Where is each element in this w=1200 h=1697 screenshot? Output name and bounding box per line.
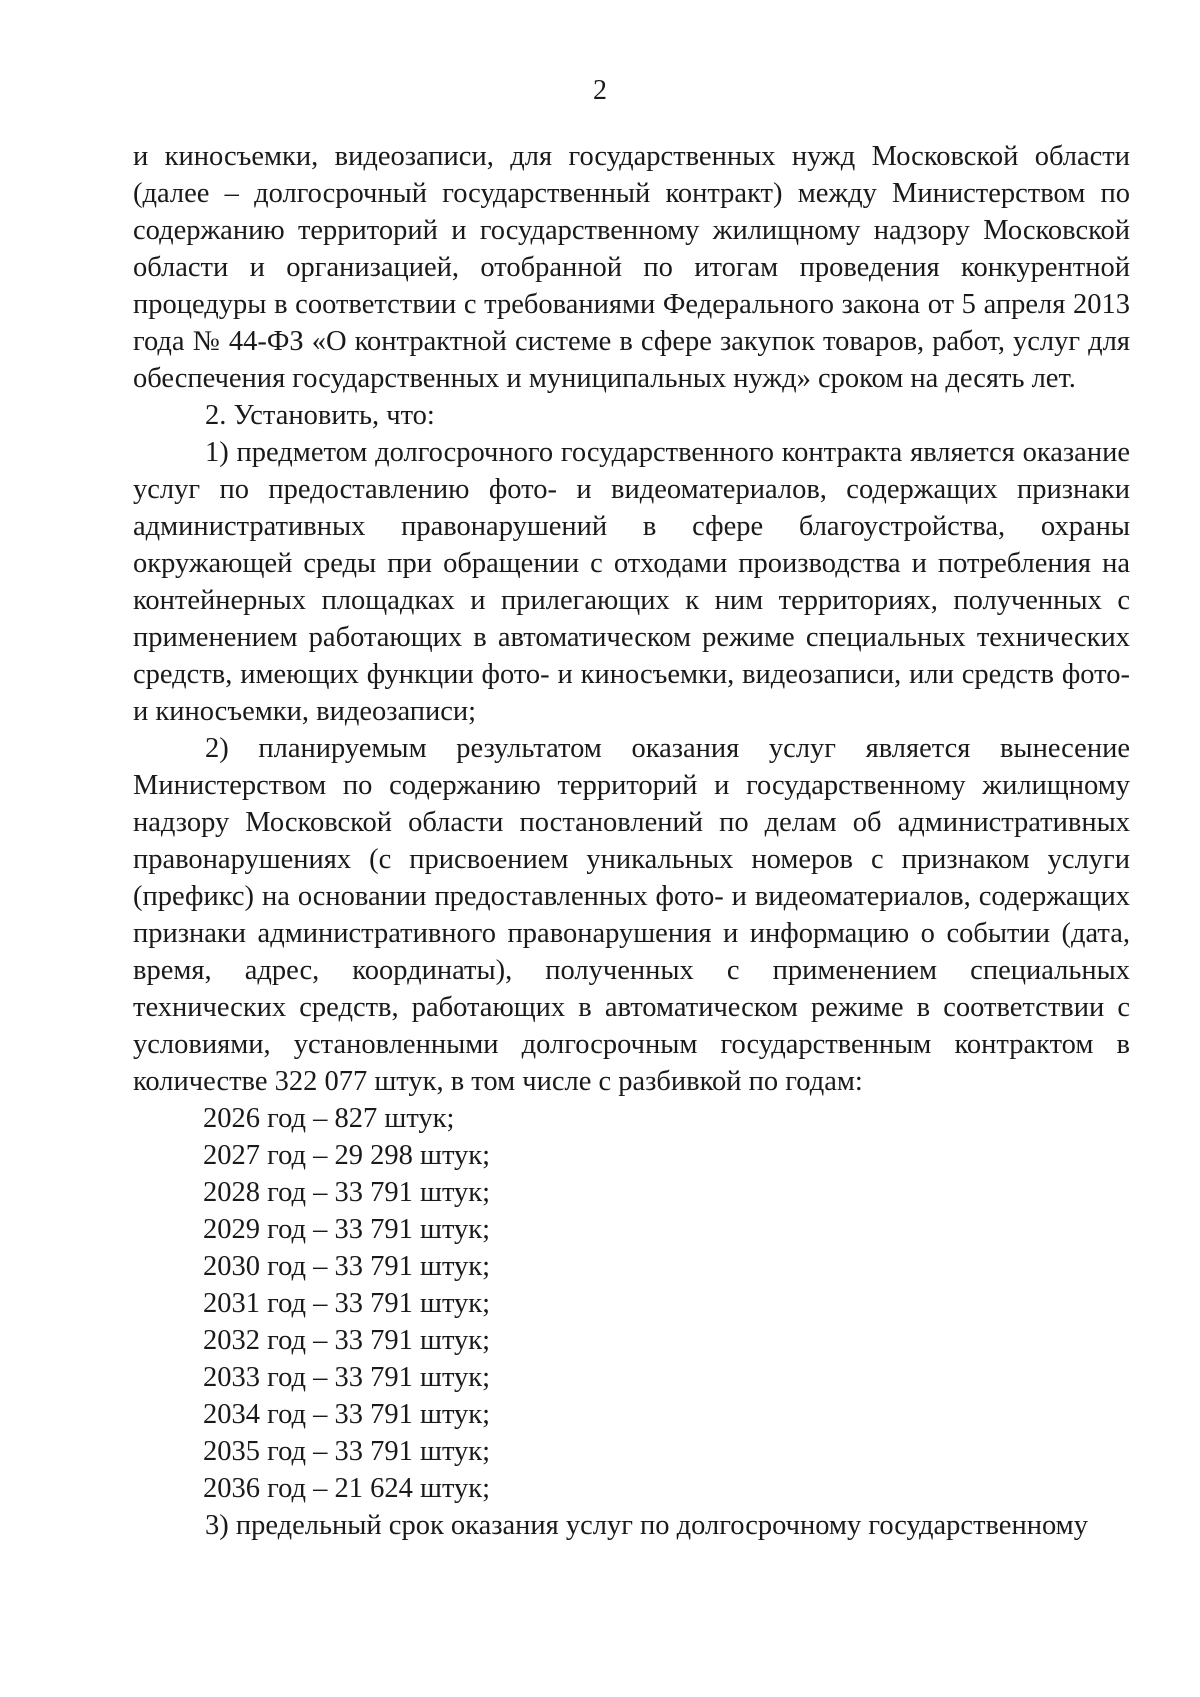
list-item-year: 2034 год – 33 791 штук; xyxy=(203,1399,491,1430)
list-item-year: 2030 год – 33 791 штук; xyxy=(203,1251,491,1282)
page-number: 2 xyxy=(593,75,607,106)
paragraph-subitem-3: 3) предельный срок оказания услуг по долгосрочному государственному xyxy=(205,1510,1088,1541)
list-item-year: 2032 год – 33 791 штук; xyxy=(203,1325,491,1356)
paragraph-item-2: 2. Установить, что: xyxy=(205,400,435,431)
list-item-year: 2031 год – 33 791 штук; xyxy=(203,1288,491,1319)
list-item-year: 2036 год – 21 624 штук; xyxy=(203,1473,491,1504)
list-item-year: 2028 год – 33 791 штук; xyxy=(203,1177,491,1208)
years-list xyxy=(133,1100,1130,1507)
paragraph-subitem-2: 2) планируемым результатом оказания услуг является вынесение Министерством по содержанию территорий и государственному жилищному надзору Московской области постановлений по делам об административных правонарушениях (с присвоением уникальных номеров с признаком услуги (префикс) на основании предоставленных фото- и видеоматериалов, содержащих признаки административного правонарушения и информацию о событии (дата, время, адрес, координаты), полученных с применением специальных технических средств, работающих в автоматическом режиме в соответствии с условиями, установленными долгосрочным государственным контрактом в количестве 322 077 штук, в том числе с разбивкой по годам: xyxy=(133,733,1130,1097)
list-item-year: 2027 год – 29 298 штук; xyxy=(203,1140,491,1171)
list-item-year: 2035 год – 33 791 штук; xyxy=(203,1436,491,1467)
paragraph-intro: и киносъемки, видеозаписи, для государственных нужд Московской области (далее – долгосрочный государственный контракт) между Министерством по содержанию территорий и государственному жилищному надзору Московской области и организацией, отобранной по итогам проведения конкурентной процедуры в соответствии с требованиями Федерального закона от 5 апреля 2013 года № 44-ФЗ «О контрактной системе в сфере закупок товаров, работ, услуг для обеспечения государственных и муниципальных нужд» сроком на десять лет. xyxy=(133,141,1130,394)
list-item-year: 2033 год – 33 791 штук; xyxy=(203,1362,491,1393)
paragraph-subitem-1: 1) предметом долгосрочного государственного контракта является оказание услуг по предоставлению фото- и видеоматериалов, содержащих признаки административных правонарушений в сфере благоустройства, охраны окружающей среды при обращении с отходами производства и потребления на контейнерных площадках и прилегающих к ним территориях, полученных с применением работающих в автоматическом режиме специальных технических средств, имеющих функции фото- и киносъемки, видеозаписи, или средств фото- и киносъемки, видеозаписи; xyxy=(133,437,1130,727)
document-body xyxy=(133,138,1130,1544)
list-item-year: 2026 год – 827 штук; xyxy=(203,1103,455,1134)
list-item-year: 2029 год – 33 791 штук; xyxy=(203,1214,491,1245)
